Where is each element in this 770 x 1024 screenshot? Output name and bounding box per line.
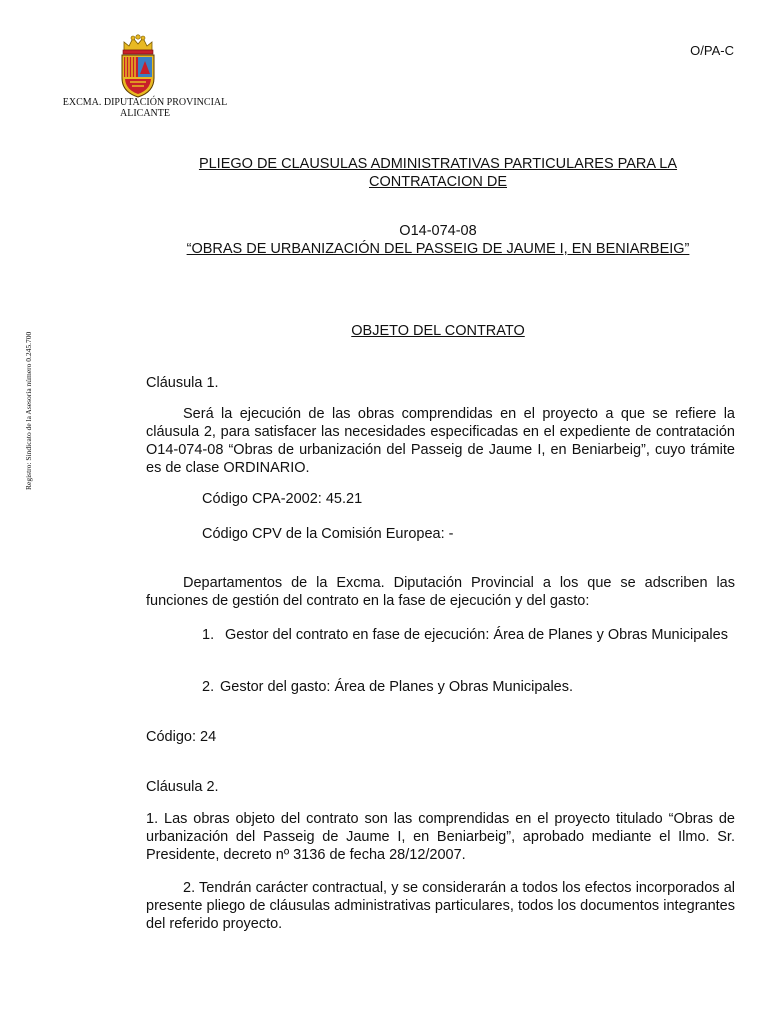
list-item <box>202 678 735 696</box>
title-line2: CONTRATACION DE <box>368 174 508 190</box>
list-item-number: 2. <box>202 679 215 695</box>
clausula2-paragraph2: 2. Tendrán carácter contractual, y se considerarán a todos los efectos incorporados al presente pliego de cláusulas administrativas particulares, todos los documentos integrantes del referido proyecto. <box>146 880 735 932</box>
codigo-cpv: Código CPV de la Comisión Europea: - <box>202 526 454 542</box>
list-item-number: 1. <box>202 627 215 643</box>
clausula2-label: Cláusula 2. <box>146 779 219 795</box>
obra-title: “OBRAS DE URBANIZACIÓN DEL PASSEIG DE JAUME I, EN BENIARBEIG” <box>186 241 690 257</box>
side-register-note: Registro: Sindicato de la Asesoría número 0.245.700 <box>24 331 33 490</box>
document-code: O/PA-C <box>690 43 734 58</box>
org-name-line2: ALICANTE <box>120 108 170 119</box>
codigo-24: Código: 24 <box>146 729 217 745</box>
list-item <box>202 626 735 644</box>
section-heading: OBJETO DEL CONTRATO <box>351 323 525 339</box>
list-item-text: Gestor del contrato en fase de ejecución: Área de Planes y Obras Municipales <box>225 627 728 643</box>
expediente-code: O14-074-08 <box>399 223 477 239</box>
title-line1: PLIEGO DE CLAUSULAS ADMINISTRATIVAS PARTICULARES PARA LA <box>198 156 678 172</box>
org-name-line1: EXCMA. DIPUTACIÓN PROVINCIAL <box>62 97 228 108</box>
clausula2-paragraph1: 1. Las obras objeto del contrato son las comprendidas en el proyecto titulado “Obras de urbanización del Passeig de Jaume I, en Beniarbeig”, aprobado mediante el Ilmo. Sr. Presidente, decreto nº 3136 de fecha 28/12/2007. <box>146 811 735 863</box>
codigo-cpa: Código CPA-2002: 45.21 <box>202 491 363 507</box>
clausula1-label: Cláusula 1. <box>146 375 219 391</box>
list-item-text: Gestor del gasto: Área de Planes y Obras Municipales. <box>220 679 574 695</box>
departamentos-paragraph: Departamentos de la Excma. Diputación Provincial a los que se adscriben las funciones de gestión del contrato en la fase de ejecución y del gasto: <box>146 575 735 609</box>
coat-of-arms-icon <box>118 34 158 98</box>
clausula1-paragraph: Será la ejecución de las obras comprendidas en el proyecto a que se refiere la cláusula 2, para satisfacer las necesidades especificadas en el expediente de contratación O14-074-08 “Obras de urbanización del Passeig de Jaume I, en Beniarbeig”, cuyo trámite es de clase ORDINARIO. <box>146 406 735 476</box>
